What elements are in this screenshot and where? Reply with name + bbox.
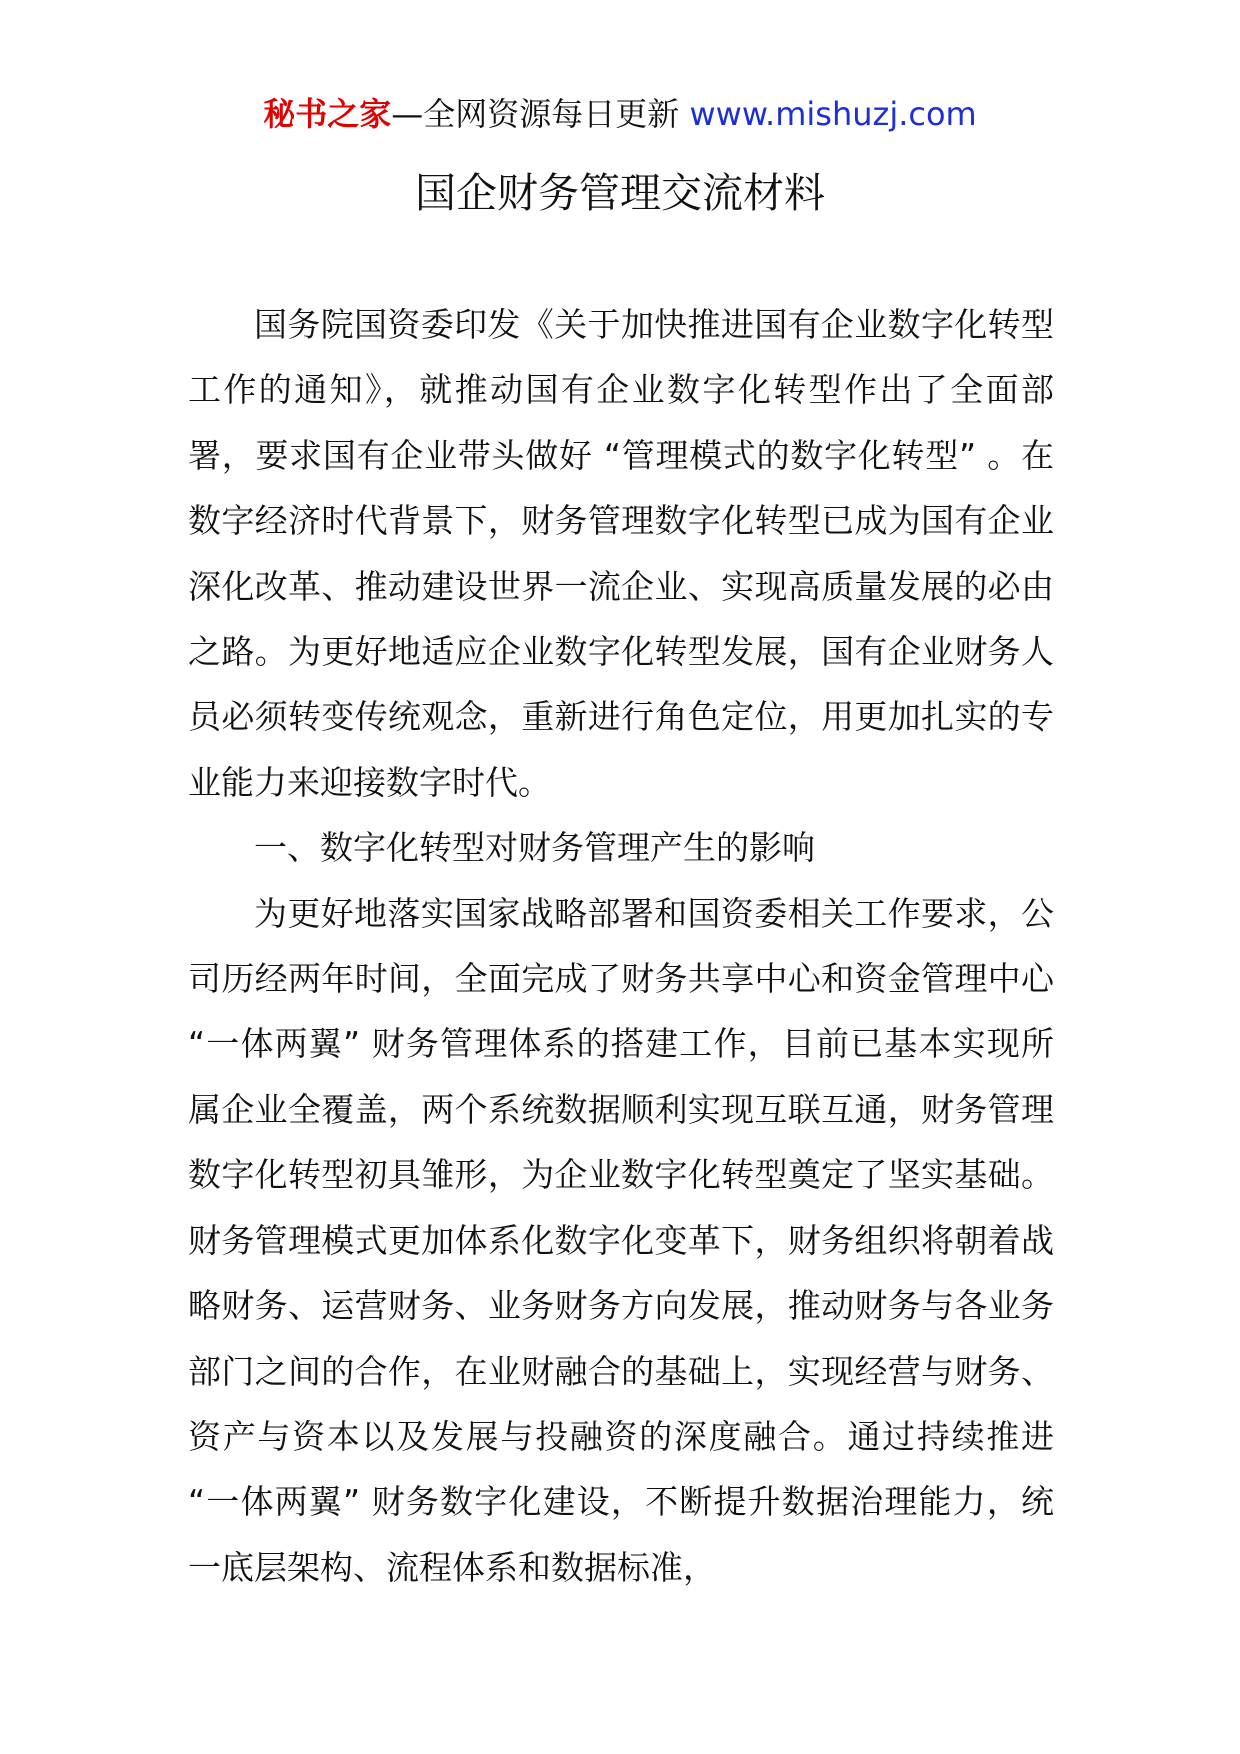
brand-slogan: —全网资源每日更新 — [391, 95, 680, 133]
document-body — [188, 292, 1054, 1600]
section-heading: 一、数字化转型对财务管理产生的影响 — [254, 828, 815, 868]
brand-name: 秘书之家 — [263, 95, 392, 133]
paragraph-section-1: 为更好地落实国家战略部署和国资委相关工作要求，公司历经两年时间，全面完成了财务共享中心和资金管理中心 “一体两翼” 财务管理体系的搭建工作，目前已基本实现所属企业全覆盖，两个系统数据顺利实现互联互通，财务管理数字化转型初具雏形，为企业数字化转型奠定了坚实基础。财务管理模式更加体系化数字化变革下，财务组织将朝着战略财务、运营财务、业务财务方向发展，推动财务与各业务部门之间的合作，在业财融合的基础上，实现经营与财务、资产与资本以及发展与投融资的深度融合。通过持续推进 “一体两翼” 财务数字化建设，不断提升数据治理能力，统一底层架构、流程体系和数据标准， — [188, 893, 1054, 1587]
site-url-link[interactable]: www.mishuzj.com — [689, 95, 977, 133]
site-header — [0, 92, 1240, 136]
document-title: 国企财务管理交流材料 — [415, 169, 825, 217]
paragraph-intro: 国务院国资委印发《关于加快推进国有企业数字化转型工作的通知》，就推动国有企业数字化转型作出了全面部署，要求国有企业带头做好 “管理模式的数字化转型” 。在数字经济时代背景下，财务管理数字化转型已成为国有企业深化改革、推动建设世界一流企业、实现高质量发展的必由之路。为更好地适应企业数字化转型发展，国有企业财务人员必须转变传统观念，重新进行角色定位，用更加扎实的专业能力来迎接数字时代。 — [188, 305, 1054, 802]
